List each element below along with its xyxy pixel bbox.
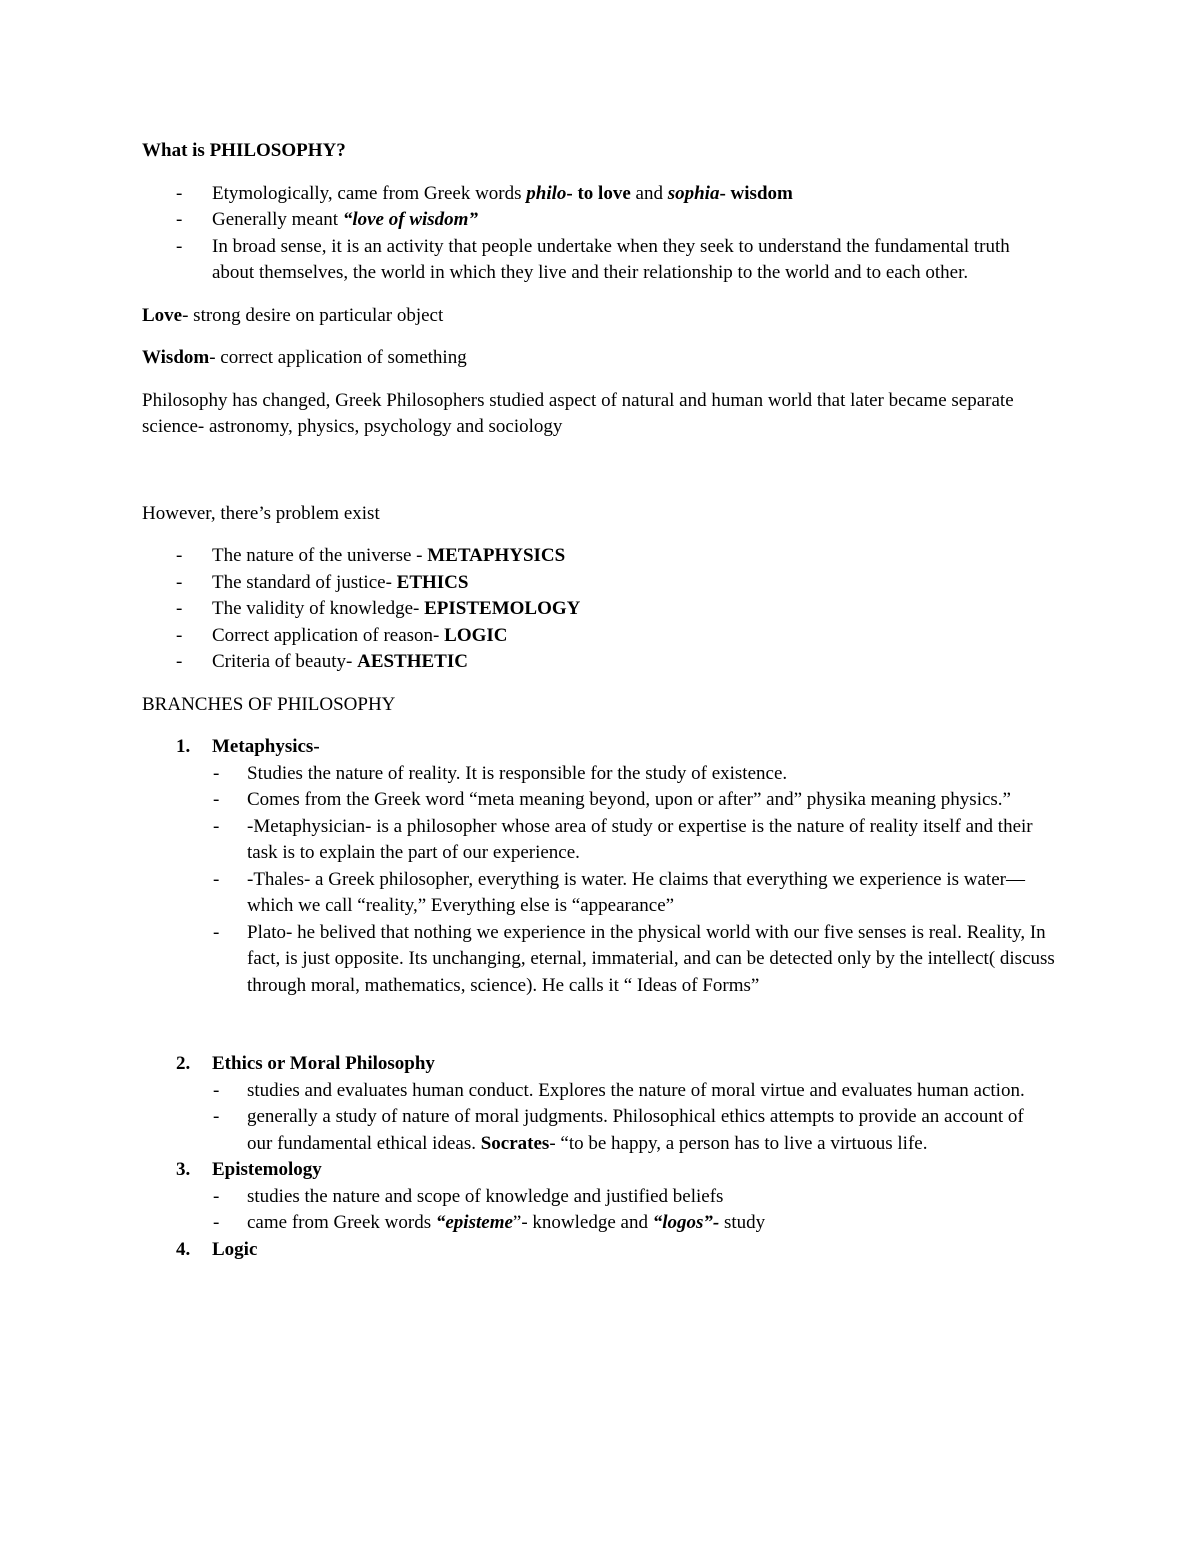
branch-points — [142, 761, 1062, 1000]
branch-title-line — [142, 1157, 1062, 1184]
branch-title: Metaphysics- — [212, 736, 320, 757]
branch-point-text: generally a study of nature of moral judgments. Philosophical ethics attempts to provide an account of our fundamental ethical ideas. — [247, 1106, 1024, 1154]
problem-item — [142, 623, 1062, 650]
term-sophia: sophia — [667, 182, 720, 204]
branch-point: - -Metaphysician- is a philosopher whose area of study or expertise is the nature of reality itself and their task is to explain the part of our experience. — [142, 814, 1062, 867]
problem-branch: AESTHETIC — [357, 651, 468, 672]
problem-item — [142, 649, 1062, 676]
branch-title-line — [142, 734, 1062, 761]
branch-point-text: study — [719, 1212, 766, 1233]
document-page — [142, 138, 1062, 1263]
problem-item — [142, 543, 1062, 570]
page-title: What is PHILOSOPHY? — [142, 140, 346, 161]
branches-heading: BRANCHES OF PHILOSOPHY — [142, 693, 396, 715]
list-item — [142, 207, 1062, 234]
branch-item — [142, 1237, 1062, 1264]
love-definition — [142, 303, 1062, 330]
term-logos: “logos”- — [652, 1212, 720, 1233]
branch-point: - Comes from the Greek word “meta meaning beyond, upon or after” and” physika meaning physics.” — [142, 787, 1062, 814]
term-love: Love — [142, 304, 183, 326]
definition-text: - correct application of something — [209, 347, 467, 368]
branch-item — [142, 734, 1062, 999]
change-paragraph: Philosophy has changed, Greek Philosophers studied aspect of natural and human world that later became separate science- astronomy, physics, psychology and sociology — [142, 389, 1014, 437]
branch-point-text: came from Greek words — [247, 1212, 436, 1233]
branch-number: 3. — [176, 1159, 191, 1180]
branch-point: - studies and evaluates human conduct. Explores the nature of moral virtue and evaluates human action. — [142, 1078, 1062, 1105]
problem-branch: ETHICS — [396, 571, 469, 593]
problem-branch: METAPHYSICS — [427, 545, 566, 566]
branch-point — [142, 1104, 1062, 1157]
branch-point: - Plato- he belived that nothing we experience in the physical world with our five senses is real. Reality, In fact, is just opposite. Its unchanging, eternal, immaterial, and can be detected only by the intellect( discuss through moral, mathematics, science). He calls it “ Ideas of Forms” — [142, 920, 1062, 1000]
problem-branch: LOGIC — [444, 624, 508, 646]
branch-number: 1. — [176, 736, 191, 757]
branch-title-line — [142, 1051, 1062, 1078]
branch-points — [142, 1078, 1062, 1158]
problem-text: The nature of the universe - — [212, 545, 428, 566]
branch-point — [142, 1210, 1062, 1237]
definition-text: - strong desire on particular object — [182, 304, 444, 326]
term-wisdom-def: Wisdom — [142, 347, 210, 368]
problems-list — [142, 543, 1062, 676]
branch-point-text: - “to be happy, a person has to live a virtuous life. — [549, 1132, 928, 1154]
branch-point: - studies the nature and scope of knowledge and justified beliefs — [142, 1184, 1062, 1211]
problem-text: The standard of justice- — [212, 571, 397, 593]
spacer — [142, 457, 1062, 501]
branch-item — [142, 1157, 1062, 1237]
branch-points — [142, 1184, 1062, 1237]
problem-intro: However, there’s problem exist — [142, 502, 380, 524]
branch-point: - Studies the nature of reality. It is responsible for the study of existence. — [142, 761, 1062, 788]
problem-text: Correct application of reason- — [212, 624, 445, 646]
term-love-of-wisdom: “love of wisdom” — [342, 209, 478, 230]
branch-number: 2. — [176, 1053, 191, 1074]
intro-list — [142, 181, 1062, 287]
problem-item — [142, 570, 1062, 597]
list-text: Generally meant — [212, 209, 343, 230]
problem-text: Criteria of beauty- — [212, 651, 358, 672]
list-text: and — [630, 182, 668, 204]
branch-item — [142, 1051, 1062, 1157]
branch-point: - -Thales- a Greek philosopher, everything is water. He claims that everything we experience is water—which we call “reality,” Everything else is “appearance” — [142, 867, 1062, 920]
branch-title: Logic — [212, 1238, 258, 1260]
wisdom-definition — [142, 345, 1062, 372]
term-wisdom: - wisdom — [719, 182, 793, 204]
spacer — [142, 999, 1062, 1051]
branch-title: Ethics or Moral Philosophy — [212, 1053, 435, 1074]
term-to-love: - to love — [566, 182, 631, 204]
list-text: Etymologically, came from Greek words — [212, 182, 527, 204]
branch-number: 4. — [176, 1238, 191, 1260]
term-episteme: “episteme — [435, 1212, 513, 1233]
problem-branch: EPISTEMOLOGY — [424, 598, 581, 619]
problem-text: The validity of knowledge- — [212, 598, 425, 619]
branches-list — [142, 734, 1062, 1263]
term-philo: philo — [526, 182, 567, 204]
problem-item — [142, 596, 1062, 623]
term-socrates: Socrates — [480, 1132, 550, 1154]
branch-point-text: ”- knowledge and — [512, 1212, 653, 1233]
branch-title-line — [142, 1237, 1062, 1264]
list-item: - In broad sense, it is an activity that people undertake when they seek to understand the fundamental truth about themselves, the world in which they live and their relationship to the world and to each other. — [142, 234, 1062, 287]
list-item — [142, 181, 1062, 208]
branch-title: Epistemology — [212, 1159, 322, 1180]
